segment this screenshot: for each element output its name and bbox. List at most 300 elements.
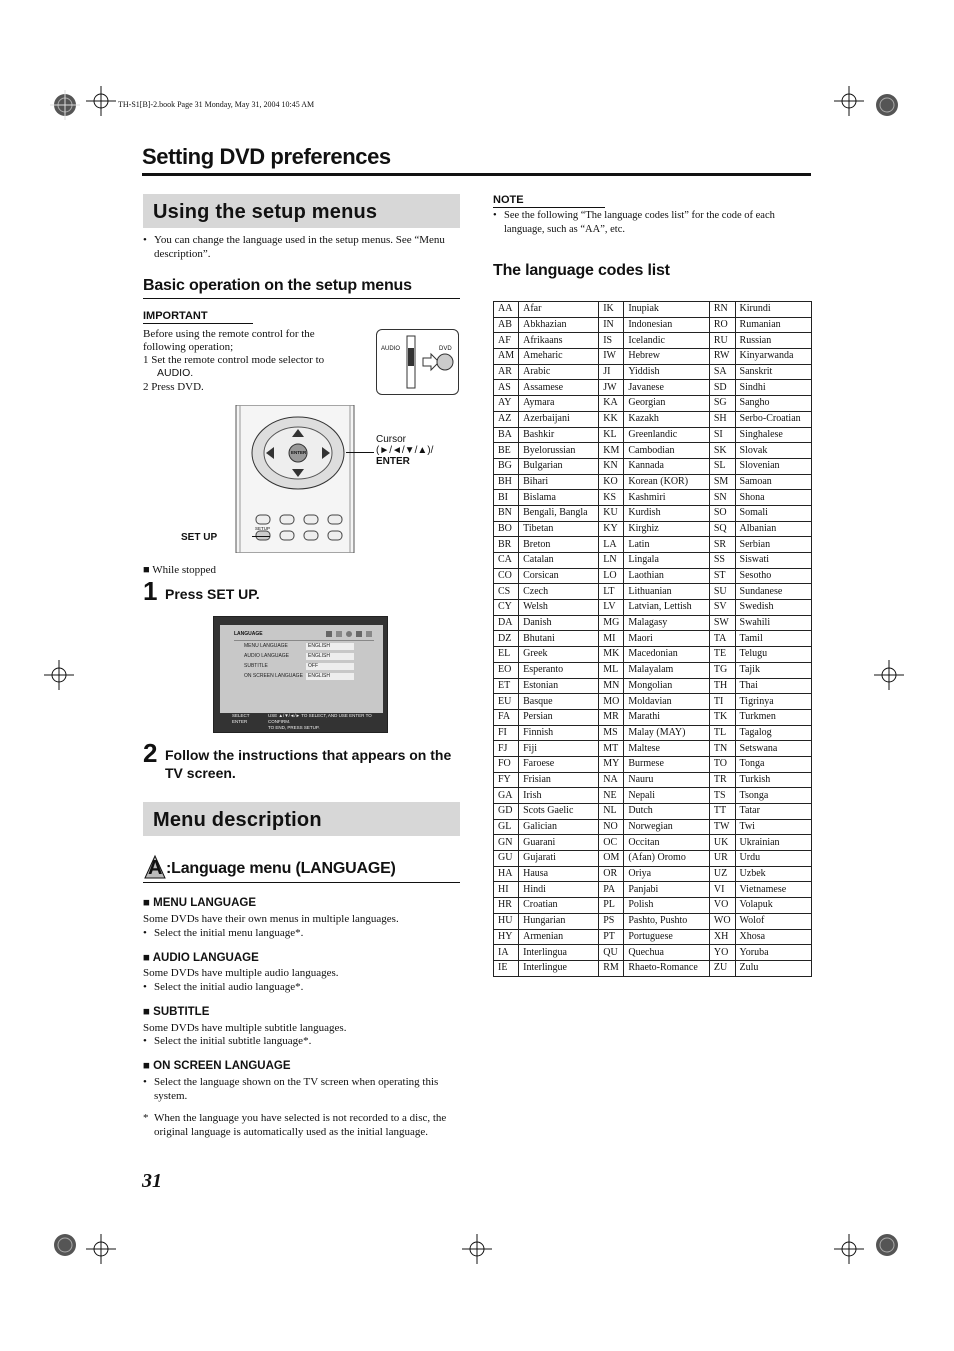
language-name-cell: Burmese [624, 756, 710, 772]
important-line: 1 Set the remote control mode selector to [143, 354, 325, 366]
table-row [494, 709, 812, 725]
screen-row-label: MENU LANGUAGE [244, 643, 288, 649]
language-code-cell: SR [709, 537, 735, 553]
important-line: AUDIO. [157, 367, 194, 379]
language-name-cell: Indonesian [624, 317, 710, 333]
screen-row-label: ON SCREEN LANGUAGE [244, 673, 303, 679]
language-name-cell: Somali [735, 505, 811, 521]
important-rule [143, 323, 253, 324]
language-name-cell: Yoruba [735, 945, 811, 961]
language-name-cell: Malayalam [624, 662, 710, 678]
table-row [494, 866, 812, 882]
language-name-cell: Estonian [519, 678, 599, 694]
language-name-cell: Kinyarwanda [735, 349, 811, 365]
language-code-cell: GU [494, 851, 519, 867]
audio-language-title: AUDIO LANGUAGE [152, 952, 259, 964]
language-name-cell: Bashkir [519, 427, 599, 443]
enter-key-label: ENTER [291, 450, 307, 455]
language-name-cell: Twi [735, 819, 811, 835]
menu-language-bullet: • Select the initial menu language*. [143, 926, 303, 940]
subtitle-heading: ■ SUBTITLE [143, 1006, 210, 1018]
screen-footer-left [232, 713, 250, 725]
language-code-cell: TT [709, 804, 735, 820]
language-name-cell: Vietnamese [735, 882, 811, 898]
table-row [494, 756, 812, 772]
language-code-cell: KK [599, 411, 624, 427]
header-stamp: TH-S1[B]-2.book Page 31 Monday, May 31, 2004 10:45 AM [118, 100, 315, 109]
language-name-cell: Moldavian [624, 694, 710, 710]
screen-row-value: ENGLISH [306, 643, 354, 650]
remote-control-illustration [226, 405, 364, 553]
table-row [494, 960, 812, 976]
language-code-cell: GL [494, 819, 519, 835]
language-name-cell: Swedish [735, 600, 811, 616]
language-name-cell: Armenian [519, 929, 599, 945]
intro-bullet: • You can change the language used in the setup menus. See “Menu description”. [143, 233, 453, 261]
language-code-cell: CO [494, 568, 519, 584]
language-code-cell: TN [709, 741, 735, 757]
language-name-cell: Cambodian [624, 443, 710, 459]
table-row [494, 772, 812, 788]
footnote-text: When the language you have selected is not recorded to a disc, the original language is automatically used as the initial language. [154, 1112, 447, 1138]
cursor-arrows-label: (►/◄/▼/▲)/ [376, 445, 434, 456]
language-code-cell: SV [709, 600, 735, 616]
language-code-cell: NE [599, 788, 624, 804]
language-name-cell: Aymara [519, 396, 599, 412]
language-code-cell: SU [709, 584, 735, 600]
language-name-cell: Bislama [519, 490, 599, 506]
language-code-cell: AA [494, 302, 519, 318]
language-name-cell: Uzbek [735, 866, 811, 882]
table-row [494, 302, 812, 318]
language-code-cell: BI [494, 490, 519, 506]
language-name-cell: Slovenian [735, 458, 811, 474]
language-code-cell: AF [494, 333, 519, 349]
language-name-cell: Assamese [519, 380, 599, 396]
language-code-cell: TW [709, 819, 735, 835]
language-name-cell: Yiddish [624, 364, 710, 380]
language-name-cell: Bulgarian [519, 458, 599, 474]
language-menu-heading: :Language menu (LANGUAGE) [166, 860, 396, 877]
language-code-cell: GN [494, 835, 519, 851]
language-name-cell: Georgian [624, 396, 710, 412]
language-code-cell: ET [494, 678, 519, 694]
language-code-cell: VO [709, 898, 735, 914]
language-name-cell: Maori [624, 631, 710, 647]
language-menu-icon-letter: A [148, 857, 163, 879]
language-name-cell: Panjabi [624, 882, 710, 898]
screen-footer-msg1: USE ▲/▼/◄/► TO SELECT, AND USE ENTER TO CONFIRM. [268, 713, 372, 724]
language-code-cell: UK [709, 835, 735, 851]
language-code-cell: MO [599, 694, 624, 710]
language-code-cell: SS [709, 553, 735, 569]
language-name-cell: Rhaeto-Romance [624, 960, 710, 976]
language-name-cell: Macedonian [624, 647, 710, 663]
language-code-cell: LN [599, 553, 624, 569]
language-code-cell: FO [494, 756, 519, 772]
table-row [494, 898, 812, 914]
language-code-cell: OC [599, 835, 624, 851]
subheading-rule [143, 298, 460, 299]
table-row [494, 804, 812, 820]
language-name-cell: Rumanian [735, 317, 811, 333]
crosshair-icon [86, 86, 116, 116]
language-code-cell: OM [599, 851, 624, 867]
language-name-cell: Urdu [735, 851, 811, 867]
language-name-cell: Finnish [519, 725, 599, 741]
screen-footer-message [268, 713, 384, 731]
table-row [494, 505, 812, 521]
language-code-cell: BO [494, 521, 519, 537]
language-code-cell: MR [599, 709, 624, 725]
language-name-cell: Corsican [519, 568, 599, 584]
cursor-leader-line [346, 452, 374, 453]
table-row [494, 380, 812, 396]
language-code-cell: SN [709, 490, 735, 506]
language-name-cell: Bhutani [519, 631, 599, 647]
language-code-cell: UZ [709, 866, 735, 882]
note-rule [493, 207, 605, 208]
language-code-cell: EU [494, 694, 519, 710]
audio-switch-label: AUDIO [381, 346, 401, 352]
language-code-cell: HI [494, 882, 519, 898]
language-code-cell: RN [709, 302, 735, 318]
table-row [494, 851, 812, 867]
language-code-cell: BN [494, 505, 519, 521]
language-code-cell: SW [709, 615, 735, 631]
crosshair-icon [834, 1234, 864, 1264]
section-band-setup-menus: Using the setup menus [143, 194, 460, 228]
language-name-cell: Sindhi [735, 380, 811, 396]
language-name-cell: Oriya [624, 866, 710, 882]
language-name-cell: Breton [519, 537, 599, 553]
screen-menu-row [244, 643, 364, 651]
language-code-cell: JW [599, 380, 624, 396]
language-name-cell: Greek [519, 647, 599, 663]
language-code-cell: KA [599, 396, 624, 412]
language-name-cell: Tamil [735, 631, 811, 647]
language-code-cell: AS [494, 380, 519, 396]
language-name-cell: Singhalese [735, 427, 811, 443]
language-code-cell: MK [599, 647, 624, 663]
screen-tab-label: LANGUAGE [234, 631, 263, 637]
crosshair-icon [834, 86, 864, 116]
language-code-cell: KY [599, 521, 624, 537]
language-name-cell: Turkish [735, 772, 811, 788]
language-name-cell: Telugu [735, 647, 811, 663]
screen-row-value: OFF [306, 663, 354, 670]
while-stopped-text: While stopped [152, 564, 217, 576]
tv-screen-illustration [213, 616, 388, 733]
language-code-cell: MI [599, 631, 624, 647]
language-name-cell: Siswati [735, 553, 811, 569]
language-code-cell: NO [599, 819, 624, 835]
language-name-cell: Ameharic [519, 349, 599, 365]
language-name-cell: Czech [519, 584, 599, 600]
language-name-cell: Afrikaans [519, 333, 599, 349]
language-name-cell: Thai [735, 678, 811, 694]
section-band-menu-description: Menu description [143, 802, 460, 836]
language-code-cell: KU [599, 505, 624, 521]
page-number: 31 [142, 1170, 162, 1192]
language-code-cell: SD [709, 380, 735, 396]
language-code-cell: RM [599, 960, 624, 976]
step-2-number: 2 [143, 738, 158, 768]
language-name-cell: Laothian [624, 568, 710, 584]
language-code-cell: JI [599, 364, 624, 380]
language-name-cell: Sangho [735, 396, 811, 412]
language-code-cell: FJ [494, 741, 519, 757]
setup-leader-line [252, 536, 270, 537]
note-label: NOTE [493, 194, 524, 206]
language-code-cell: KS [599, 490, 624, 506]
language-name-cell: Portuguese [624, 929, 710, 945]
table-row [494, 584, 812, 600]
language-code-cell: NA [599, 772, 624, 788]
language-name-cell: Maltese [624, 741, 710, 757]
language-code-cell: TL [709, 725, 735, 741]
language-name-cell: Slovak [735, 443, 811, 459]
language-name-cell: Guarani [519, 835, 599, 851]
language-code-cell: HA [494, 866, 519, 882]
table-row [494, 537, 812, 553]
language-code-cell: MN [599, 678, 624, 694]
audio-language-heading: ■ AUDIO LANGUAGE [143, 952, 259, 964]
language-name-cell: Scots Gaelic [519, 804, 599, 820]
language-name-cell: Polish [624, 898, 710, 914]
language-codes-heading: The language codes list [493, 262, 670, 279]
language-code-cell: TH [709, 678, 735, 694]
language-name-cell: Faroese [519, 756, 599, 772]
language-code-cell: HR [494, 898, 519, 914]
cursor-label: Cursor [376, 434, 407, 445]
language-name-cell: Shona [735, 490, 811, 506]
language-name-cell: Tsonga [735, 788, 811, 804]
language-code-cell: LA [599, 537, 624, 553]
table-row [494, 929, 812, 945]
table-row [494, 443, 812, 459]
language-name-cell: Samoan [735, 474, 811, 490]
language-name-cell: Abkhazian [519, 317, 599, 333]
language-name-cell: Quechua [624, 945, 710, 961]
language-code-cell: YO [709, 945, 735, 961]
language-name-cell: Volapuk [735, 898, 811, 914]
language-code-cell: SO [709, 505, 735, 521]
language-code-cell: EO [494, 662, 519, 678]
setup-label: SET UP [181, 532, 218, 543]
menu-language-desc: Some DVDs have their own menus in multiple languages. [143, 913, 399, 925]
language-code-cell: NL [599, 804, 624, 820]
language-code-cell: CA [494, 553, 519, 569]
language-code-cell: HU [494, 913, 519, 929]
language-code-cell: PL [599, 898, 624, 914]
language-name-cell: Lithuanian [624, 584, 710, 600]
language-code-cell: QU [599, 945, 624, 961]
screen-menu-row [244, 673, 364, 681]
language-code-cell: FY [494, 772, 519, 788]
language-code-cell: MY [599, 756, 624, 772]
crosshair-icon [874, 660, 904, 690]
table-row [494, 333, 812, 349]
table-row [494, 662, 812, 678]
language-code-cell: TS [709, 788, 735, 804]
screen-row-value: ENGLISH [306, 673, 354, 680]
table-row [494, 458, 812, 474]
language-name-cell: Persian [519, 709, 599, 725]
subtitle-bullet: • Select the initial subtitle language*. [143, 1034, 311, 1048]
language-code-cell: AR [494, 364, 519, 380]
language-code-cell: SQ [709, 521, 735, 537]
table-row [494, 364, 812, 380]
setup-menu-panel [220, 625, 383, 713]
language-code-cell: RO [709, 317, 735, 333]
table-row [494, 678, 812, 694]
language-code-cell: ZU [709, 960, 735, 976]
table-row [494, 631, 812, 647]
language-name-cell: Setswana [735, 741, 811, 757]
language-code-cell: OR [599, 866, 624, 882]
language-code-cell: BE [494, 443, 519, 459]
language-name-cell: Sanskrit [735, 364, 811, 380]
language-code-cell: GA [494, 788, 519, 804]
language-code-cell: BA [494, 427, 519, 443]
language-name-cell: Basque [519, 694, 599, 710]
language-name-cell: Xhosa [735, 929, 811, 945]
language-code-cell: GD [494, 804, 519, 820]
screen-menu-row [244, 663, 364, 671]
language-name-cell: Kirghiz [624, 521, 710, 537]
language-name-cell: Hungarian [519, 913, 599, 929]
language-name-cell: Korean (KOR) [624, 474, 710, 490]
language-name-cell: Gujarati [519, 851, 599, 867]
language-codes-table [493, 301, 812, 977]
screen-row-label: AUDIO LANGUAGE [244, 653, 290, 659]
mode-selector-illustration [376, 329, 459, 395]
language-code-cell: FI [494, 725, 519, 741]
language-code-cell: MT [599, 741, 624, 757]
language-name-cell: Catalan [519, 553, 599, 569]
language-name-cell: Arabic [519, 364, 599, 380]
language-name-cell: Azerbaijani [519, 411, 599, 427]
language-code-cell: SA [709, 364, 735, 380]
language-code-cell: SL [709, 458, 735, 474]
language-code-cell: RU [709, 333, 735, 349]
language-name-cell: (Afan) Oromo [624, 851, 710, 867]
language-code-cell: LV [599, 600, 624, 616]
table-row [494, 647, 812, 663]
registration-mark-icon [870, 88, 904, 122]
language-name-cell: Occitan [624, 835, 710, 851]
language-name-cell: Latvian, Lettish [624, 600, 710, 616]
step-2-text: Follow the instructions that appears on the TV screen. [165, 747, 452, 781]
language-name-cell: Kashmiri [624, 490, 710, 506]
audio-language-desc: Some DVDs have multiple audio languages. [143, 967, 339, 979]
menu-language-title: MENU LANGUAGE [153, 897, 257, 909]
screen-divider [234, 640, 374, 641]
language-name-cell: Nauru [624, 772, 710, 788]
while-stopped-line [143, 563, 216, 577]
language-name-cell: Turkmen [735, 709, 811, 725]
on-screen-language-title: ON SCREEN LANGUAGE [153, 1060, 291, 1072]
screen-row-value: ENGLISH [306, 653, 354, 660]
language-code-cell: SG [709, 396, 735, 412]
language-name-cell: Marathi [624, 709, 710, 725]
language-name-cell: Byelorussian [519, 443, 599, 459]
screen-footer-select: SELECT [232, 713, 250, 718]
table-row [494, 741, 812, 757]
language-name-cell: Tibetan [519, 521, 599, 537]
language-name-cell: Danish [519, 615, 599, 631]
page-title: Setting DVD preferences [142, 144, 391, 169]
language-code-cell: MG [599, 615, 624, 631]
language-code-cell: IK [599, 302, 624, 318]
table-row [494, 913, 812, 929]
language-code-cell: AM [494, 349, 519, 365]
language-name-cell: Serbo-Croatian [735, 411, 811, 427]
enter-label: ENTER [376, 456, 410, 467]
language-name-cell: Mongolian [624, 678, 710, 694]
language-name-cell: Tagalog [735, 725, 811, 741]
language-name-cell: Swahili [735, 615, 811, 631]
language-code-cell: KM [599, 443, 624, 459]
step-1-number: 1 [143, 576, 158, 606]
language-name-cell: Kazakh [624, 411, 710, 427]
language-code-cell: DA [494, 615, 519, 631]
language-code-cell: MS [599, 725, 624, 741]
language-code-cell: KN [599, 458, 624, 474]
language-code-cell: SI [709, 427, 735, 443]
language-code-cell: CS [494, 584, 519, 600]
language-code-cell: LT [599, 584, 624, 600]
language-name-cell: Dutch [624, 804, 710, 820]
table-row [494, 725, 812, 741]
language-code-cell: AB [494, 317, 519, 333]
language-name-cell: Ukrainian [735, 835, 811, 851]
language-name-cell: Bihari [519, 474, 599, 490]
language-code-cell: XH [709, 929, 735, 945]
language-name-cell: Welsh [519, 600, 599, 616]
language-name-cell: Hebrew [624, 349, 710, 365]
language-name-cell: Kirundi [735, 302, 811, 318]
language-code-cell: AZ [494, 411, 519, 427]
language-name-cell: Inupiak [624, 302, 710, 318]
language-code-cell: PS [599, 913, 624, 929]
title-rule [142, 173, 811, 176]
language-name-cell: Esperanto [519, 662, 599, 678]
language-name-cell: Sesotho [735, 568, 811, 584]
language-name-cell: Lingala [624, 553, 710, 569]
language-name-cell: Tatar [735, 804, 811, 820]
table-row [494, 427, 812, 443]
language-name-cell: Wolof [735, 913, 811, 929]
language-code-cell: RW [709, 349, 735, 365]
language-name-cell: Zulu [735, 960, 811, 976]
language-code-cell: KO [599, 474, 624, 490]
setup-key-label: SETUP [255, 526, 271, 531]
language-code-cell: ST [709, 568, 735, 584]
language-name-cell: Norwegian [624, 819, 710, 835]
table-row [494, 835, 812, 851]
screen-footer-msg2: TO END, PRESS SETUP. [268, 725, 320, 730]
language-code-cell: UR [709, 851, 735, 867]
language-code-cell: TR [709, 772, 735, 788]
language-code-cell: IA [494, 945, 519, 961]
dvd-switch-label: DVD [439, 346, 452, 352]
table-row [494, 568, 812, 584]
language-code-cell: TG [709, 662, 735, 678]
on-screen-language-bullet: • Select the language shown on the TV screen when operating this system. [143, 1075, 461, 1103]
language-code-cell: SM [709, 474, 735, 490]
